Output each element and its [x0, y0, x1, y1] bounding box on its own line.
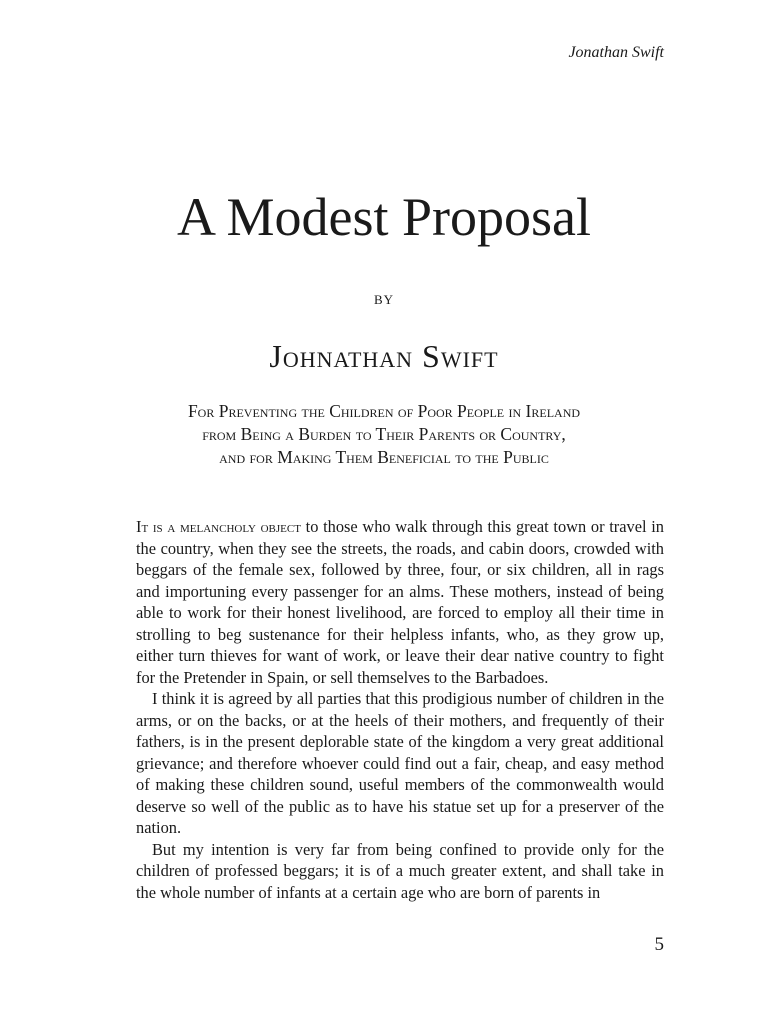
lead-in: It is a melancholy object	[136, 517, 301, 536]
subtitle-line-3: and for Making Them Beneficial to the Public	[219, 447, 549, 467]
paragraph-3: But my intention is very far from being confined to provide only for the children of professed beggars; it is of a much greater extent, and shall take in the whole number of infants at a certain age who are born of parents in	[136, 839, 664, 902]
subtitle-line-1: For Preventing the Children of Poor People in Ireland	[187, 401, 581, 421]
paragraph-2: I think it is agreed by all parties that this prodigious number of children in the arms, or on the backs, or at the heels of their mothers, and frequently of their fathers, is in the present deplorable state of the kingdom a very great additional grievance; and therefore whoever could find out a fair, cheap, and easy method of making these children sound, useful members of the commonwealth would deserve so well of the public as to have his statue set up for a preserver of the nation.	[136, 689, 664, 837]
subtitle	[0, 400, 768, 469]
paragraph-1-text: to those who walk through this great town or travel in the country, when they see the streets, the roads, and cabin doors, crowded with beggars of the female sex, followed by three, four, or six children, all in rags and importuning every passenger for an alms. These mothers, instead of being able to work for their honest livelihood, are forced to employ all their time in strolling to beg sustenance for their helpless infants, who, as they grow up, either turn thieves for want of work, or leave their dear native country to fight for the Pretender in Spain, or sell themselves to the Barbadoes.	[136, 517, 664, 687]
paragraph-1	[136, 516, 664, 688]
page-number: 5	[654, 934, 664, 955]
page-title: A Modest Proposal	[176, 187, 592, 247]
author-name: Johnathan Swift	[269, 338, 499, 374]
byline: by	[373, 288, 395, 309]
body-text	[136, 516, 664, 903]
subtitle-line-2: from Being a Burden to Their Parents or Country,	[202, 424, 566, 444]
running-head: Jonathan Swift	[568, 44, 664, 61]
